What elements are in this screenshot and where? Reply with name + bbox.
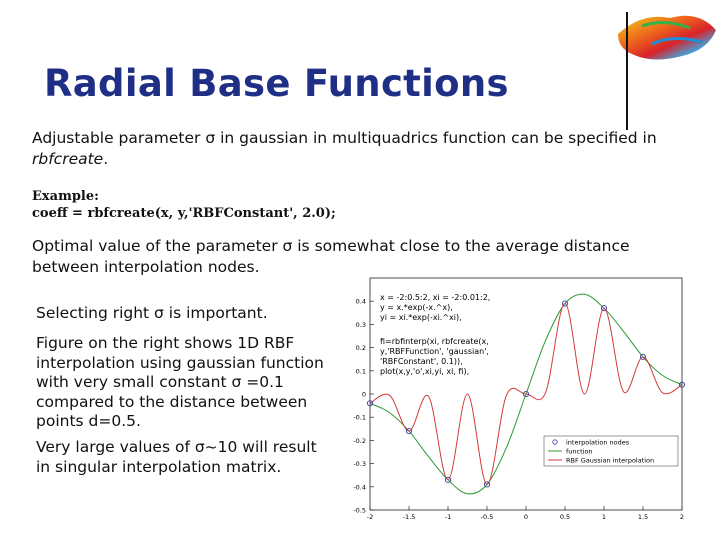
annotation-line-7: plot(x,y,'o',xi,yi, xi, fi),: [380, 367, 470, 376]
annotation-line-2: y = x.*exp(-x.^x),: [380, 303, 453, 312]
y-tick-label: 0: [361, 390, 366, 399]
plot-legend: [544, 436, 678, 466]
slide-title: Radial Base Functions: [44, 62, 509, 105]
x-tick-label: 2: [679, 513, 685, 521]
legend-label-function: function: [566, 447, 593, 456]
x-tick-label: -2: [366, 513, 374, 521]
y-tick-label: -0.5: [353, 506, 366, 515]
x-tick-label: -0.5: [480, 513, 494, 521]
y-tick-label: 0.4: [355, 297, 366, 306]
rbfcreate-italic: rbfcreate: [32, 150, 104, 168]
selecting-sigma-text: Selecting right σ is important.: [36, 304, 268, 322]
y-tick-label: -0.3: [353, 460, 366, 469]
large-values-text: Very large values of σ~10 will result in singular interpolation matrix.: [36, 438, 317, 476]
rbf-interpolation-plot: [340, 272, 690, 522]
annotation-line-5: y,'RBFFunction', 'gaussian',: [380, 347, 489, 356]
legend-label-rbf: RBF Gaussian interpolation: [566, 456, 655, 465]
annotation-line-3: yi = xi.*exp(-xi.^xi),: [380, 313, 462, 322]
paragraph-rbfcreate: [32, 128, 672, 170]
paragraph-optimal-value: Optimal value of the parameter σ is somewhat close to the average distance between interpolation nodes.: [32, 237, 630, 276]
x-tick-label: 0: [523, 513, 529, 521]
y-tick-label: 0.3: [355, 320, 366, 329]
x-tick-label: 0.5: [559, 513, 571, 521]
decorative-surface-plot-image: [612, 4, 720, 68]
x-tick-label: 1.5: [637, 513, 649, 521]
y-tick-label: 0.1: [355, 367, 366, 376]
vertical-divider-line: [626, 12, 628, 130]
legend-label-nodes: interpolation nodes: [566, 438, 630, 447]
paragraph-rbfcreate-text: Adjustable parameter σ in gaussian in multiquadrics function can be specified in: [32, 129, 657, 147]
example-label: Example:: [32, 189, 99, 204]
annotation-line-1: x = -2:0.5:2, xi = -2:0.01:2,: [380, 293, 491, 302]
figure-description-text: Figure on the right shows 1D RBF interpolation using gaussian function with very small constant σ =0.1 compared to the distance between points d=0.5.: [36, 334, 324, 430]
y-tick-label: -0.1: [353, 413, 366, 422]
y-tick-label: -0.2: [353, 436, 366, 445]
annotation-line-4: fi=rbfinterp(xi, rbfcreate(x,: [380, 337, 489, 346]
paragraph-rbfcreate-end: .: [103, 150, 109, 168]
x-tick-label: -1.5: [402, 513, 416, 521]
x-tick-label: -1: [444, 513, 452, 521]
example-code-block: [32, 188, 336, 222]
annotation-line-6: 'RBFConstant', 0.1)),: [380, 357, 463, 366]
y-tick-label: -0.4: [353, 483, 366, 492]
x-tick-label: 1: [601, 513, 607, 521]
example-code-line: coeff = rbfcreate(x, y,'RBFConstant', 2.0);: [32, 206, 336, 221]
y-tick-label: 0.2: [355, 344, 366, 353]
